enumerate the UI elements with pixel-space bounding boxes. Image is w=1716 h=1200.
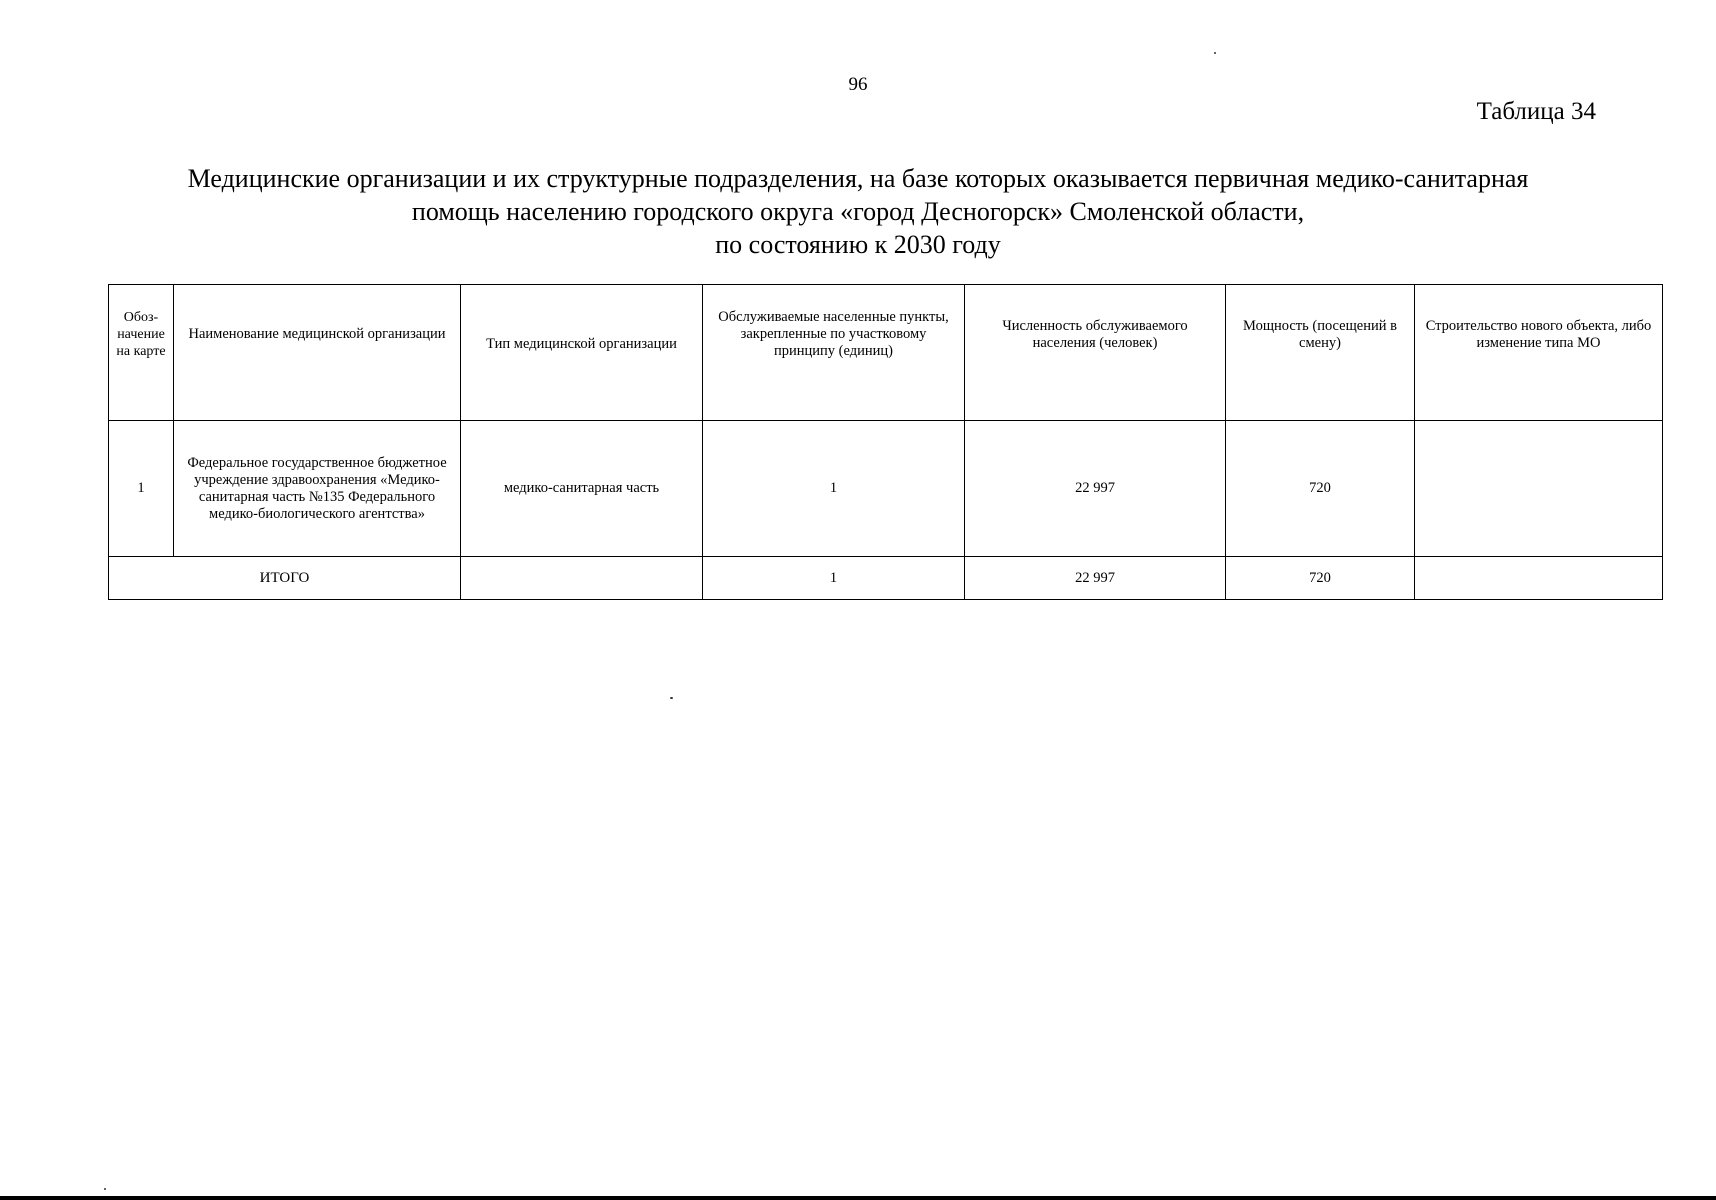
cell-total-label: ИТОГО [109,557,461,600]
header-map-designation: Обоз-начение на карте [109,285,174,421]
cell-total-capacity: 720 [1226,557,1415,600]
header-org-name: Наименование медицинской организации [174,285,461,421]
title-line: по состоянию к 2030 году [715,230,1001,259]
cell-settlements: 1 [703,421,965,557]
title-line: Медицинские организации и их структурные подразделения, на базе которых оказывается первичная медико-санитарная [187,164,1529,193]
scan-speck [670,697,673,699]
cell-org-name: Федеральное государственное бюджетное учреждение здравоохранения «Медико-санитарная часть №135 Федерального медико-биологического агентства» [174,421,461,557]
header-org-type: Тип медицинской организации [461,285,703,421]
table-header-row [109,285,1663,421]
scan-edge-bar [0,1196,1716,1200]
cell-org-type: медико-санитарная часть [461,421,703,557]
document-title [60,162,1656,261]
header-population: Численность обслуживаемого населения (человек) [965,285,1226,421]
table-total-row [109,557,1663,600]
header-capacity: Мощность (посещений в смену) [1226,285,1415,421]
medical-organizations-table [108,284,1663,600]
cell-map-designation: 1 [109,421,174,557]
header-construction: Строительство нового объекта, либо изменение типа МО [1415,285,1663,421]
cell-total-population: 22 997 [965,557,1226,600]
cell-total-settlements: 1 [703,557,965,600]
header-settlements: Обслуживаемые населенные пункты, закрепленные по участковому принципу (единиц) [703,285,965,421]
cell-construction [1415,421,1663,557]
cell-population: 22 997 [965,421,1226,557]
table-label: Таблица 34 [1476,98,1596,125]
page-number: 96 [848,74,868,95]
scan-speck [1214,52,1216,54]
scan-speck [104,1188,106,1190]
title-line: помощь населению городского округа «город Десногорск» Смоленской области, [411,197,1305,226]
table-row [109,421,1663,557]
cell-total-type [461,557,703,600]
cell-total-construction [1415,557,1663,600]
cell-capacity: 720 [1226,421,1415,557]
